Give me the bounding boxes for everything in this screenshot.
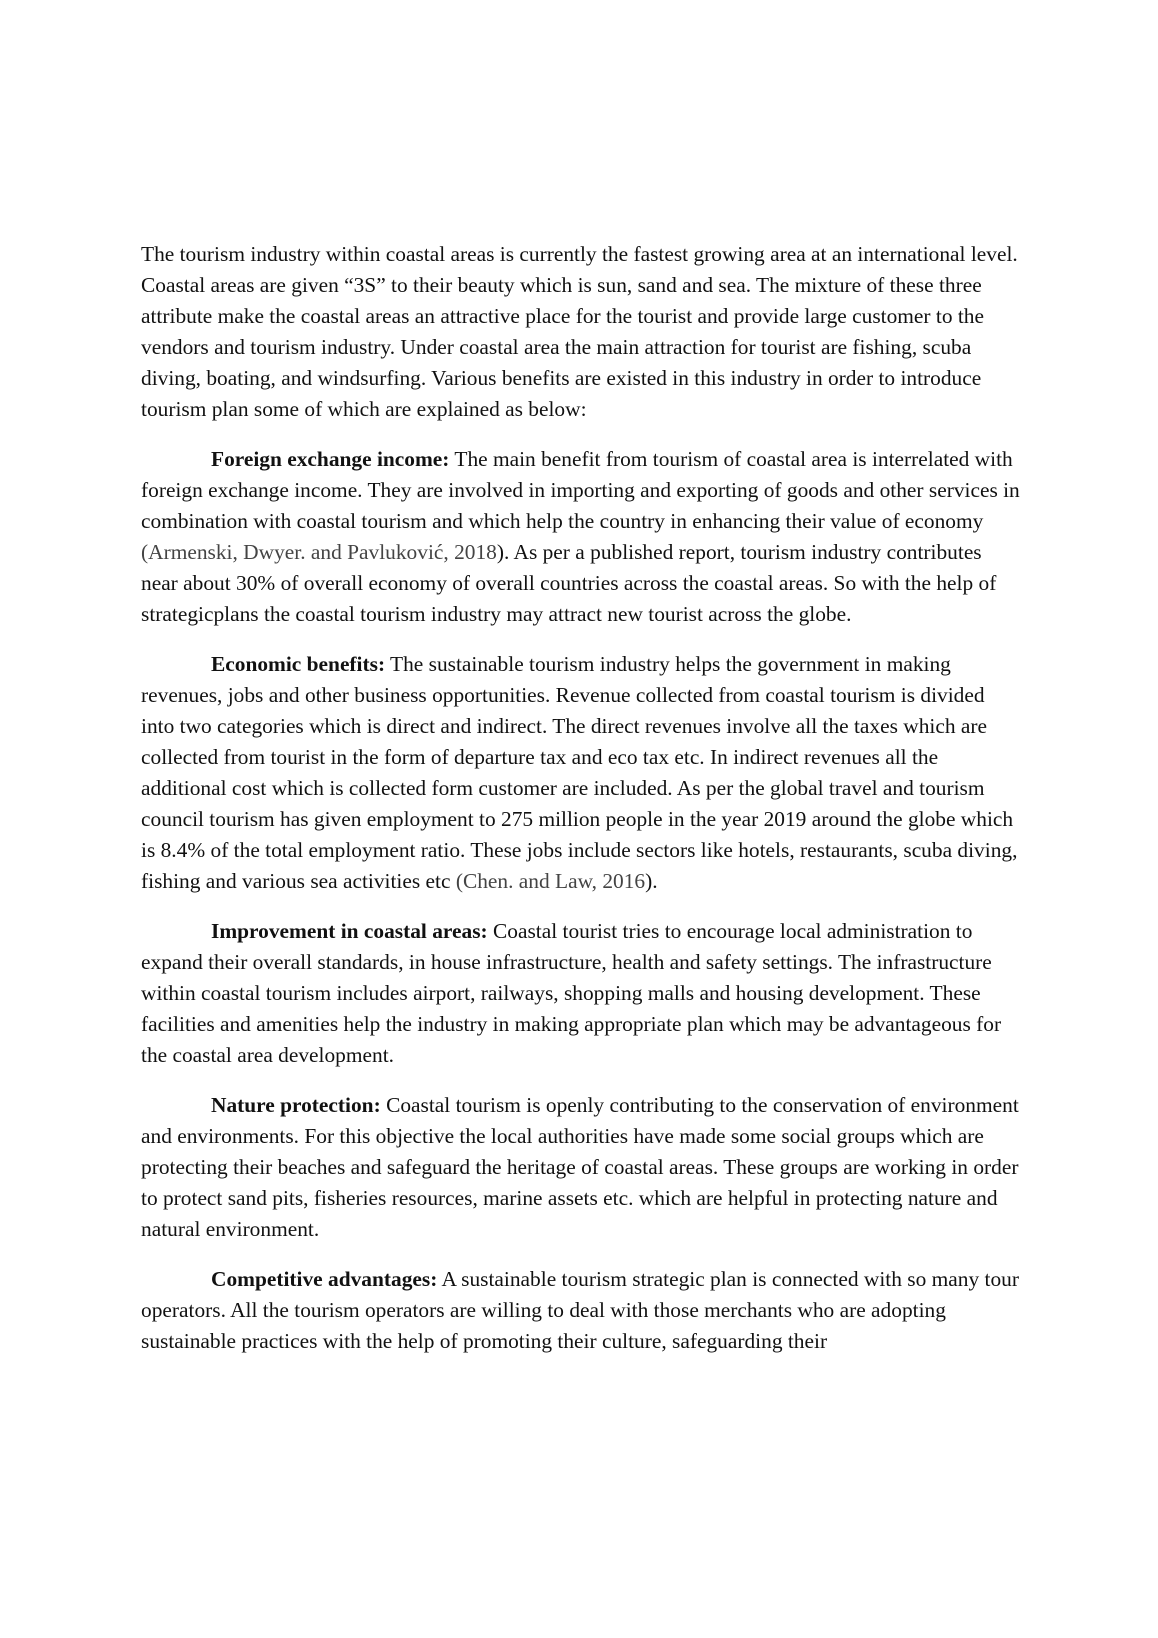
section-text: The sustainable tourism industry helps the government in making revenues, jobs and other business opportunities. Revenue collected from coastal tourism is divided into two categories which is direct and indirect. The direct revenues involve all the taxes which are collected from tourist in the form of departure tax and eco tax etc. In indirect revenues all the additional cost which is collected form customer are included. As per the global travel and tourism council tourism has given employment to 275 million people in the year 2019 around the globe which is 8.4% of the total employment ratio. These jobs include sectors like hotels, restaurants, scuba diving, fishing and various sea activities etc: [141, 652, 1018, 893]
section-heading: Foreign exchange income:: [211, 447, 450, 471]
section-text: The main benefit from tourism of coastal area is interrelated with foreign exchange income. They are involved in importing and exporting of goods and other services in combination with coastal tourism and which help the country in enhancing their value of economy: [141, 447, 1020, 533]
section-competitive-advantages: [141, 1264, 1021, 1357]
section-text-continued: ).: [645, 869, 658, 893]
intro-paragraph: The tourism industry within coastal areas is currently the fastest growing area at an international level. Coastal areas are given “3S” to their beauty which is sun, sand and sea. The mixture of these three attribute make the coastal areas an attractive place for the tourist and provide large customer to the vendors and tourism industry. Under coastal area the main attraction for tourist are fishing, scuba diving, boating, and windsurfing. Various benefits are existed in this industry in order to introduce tourism plan some of which are explained as below:: [141, 242, 1018, 421]
section-heading: Competitive advantages:: [211, 1267, 438, 1291]
section-text: Coastal tourism is openly contributing to the conservation of environment and environments. For this objective the local authorities have made some social groups which are protecting their beaches and safeguard the heritage of coastal areas. These groups are working in order to protect sand pits, fisheries resources, marine assets etc. which are helpful in protecting nature and natural environment.: [141, 1093, 1019, 1241]
section-improvement-in-coastal-areas: [141, 916, 1021, 1071]
section-foreign-exchange-income: [141, 444, 1021, 630]
citation: (Chen. and Law, 2016: [455, 869, 646, 893]
section-heading: Nature protection:: [211, 1093, 381, 1117]
section-text-continued: ). As per a published report, tourism industry contributes near about 30% of overall economy of overall countries across the coastal areas. So with the help of strategicplans the coastal tourism industry may attract new tourist across the globe.: [141, 540, 997, 626]
document-body: [141, 239, 1021, 1376]
section-text: Coastal tourist tries to encourage local administration to expand their overall standards, in house infrastructure, health and safety settings. The infrastructure within coastal tourism includes airport, railways, shopping malls and housing development. These facilities and amenities help the industry in making appropriate plan which may be advantageous for the coastal area development.: [141, 919, 1002, 1067]
section-heading: Improvement in coastal areas:: [211, 919, 488, 943]
section-heading: Economic benefits:: [211, 652, 386, 676]
citation: (Armenski, Dwyer. and Pavluković, 2018: [141, 540, 497, 564]
section-economic-benefits: [141, 649, 1021, 897]
section-nature-protection: [141, 1090, 1021, 1245]
section-text: A sustainable tourism strategic plan is connected with so many tour operators. All the tourism operators are willing to deal with those merchants who are adopting sustainable practices with the help of promoting their culture, safeguarding their: [141, 1267, 1019, 1353]
